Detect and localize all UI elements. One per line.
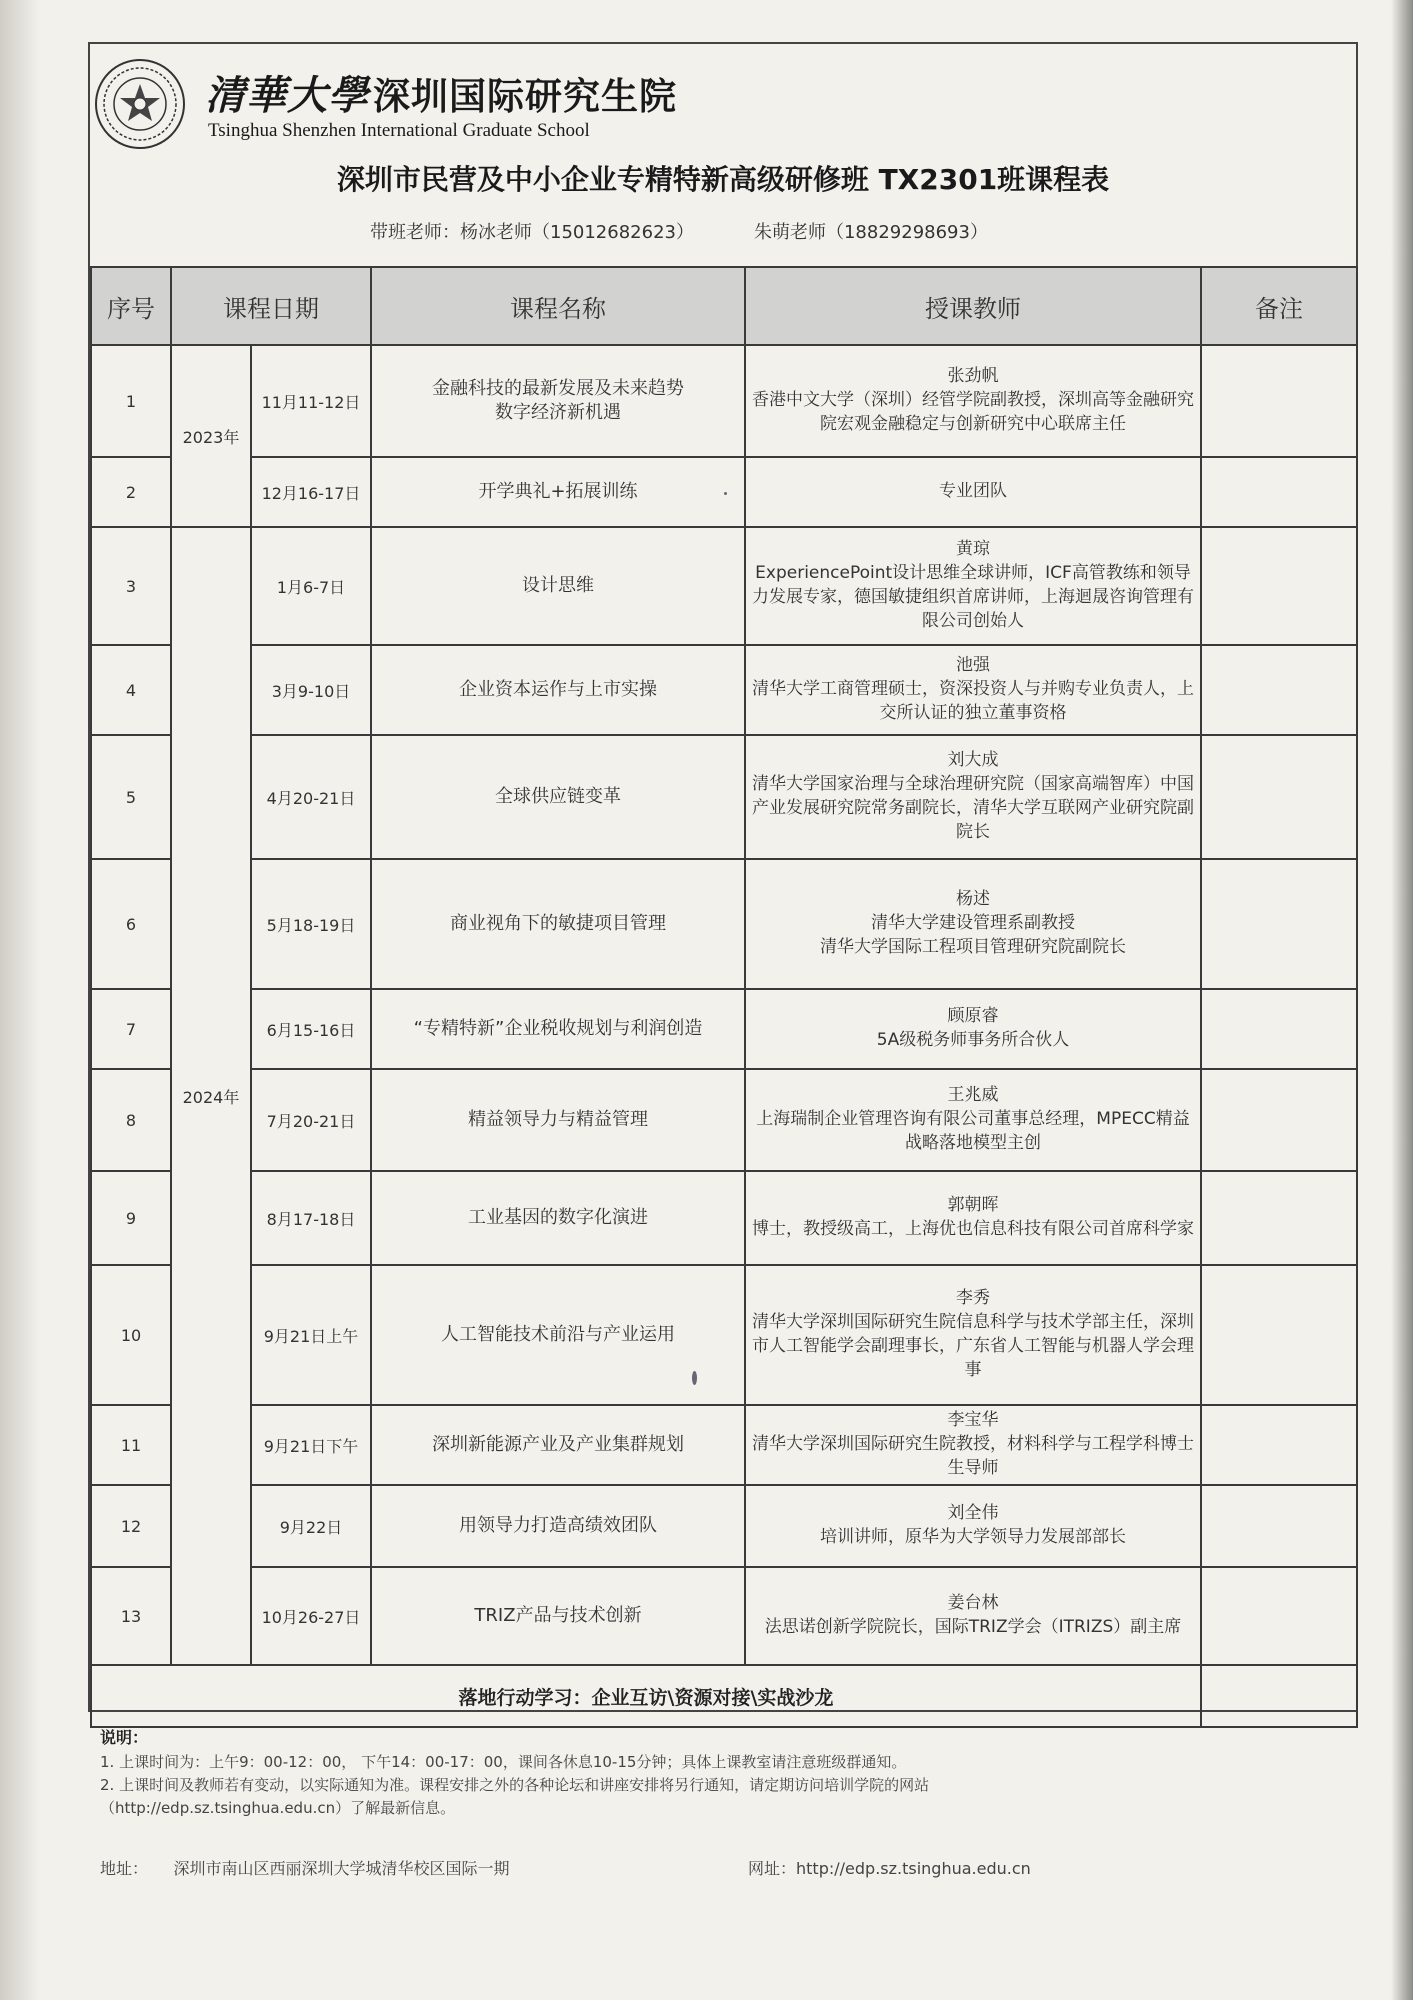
course-schedule-table — [90, 266, 1358, 1728]
row-teacher — [745, 735, 1201, 859]
row-seq: 5 — [91, 735, 171, 859]
scan-speck — [724, 492, 727, 495]
row-seq: 1 — [91, 345, 171, 457]
row-date: 8月17-18日 — [251, 1171, 371, 1265]
row-date: 9月22日 — [251, 1485, 371, 1567]
teacher-description: 5A级税务师事务所合伙人 — [876, 1030, 1070, 1050]
teacher-name: 姜台林 — [947, 1593, 999, 1614]
teacher-description: 清华大学国家治理与全球治理研究院（国家高端智库）中国产业发展研究院常务副院长，清华大学互联网产业研究院副院长 — [752, 774, 1194, 842]
teacher-description: 清华大学建设管理系副教授 清华大学国际工程项目管理研究院副院长 — [820, 913, 1126, 957]
row-seq: 9 — [91, 1171, 171, 1265]
row-teacher — [745, 1171, 1201, 1265]
row-course: 用领导力打造高绩效团队 — [371, 1485, 745, 1567]
teacher-name: 顾原睿 — [947, 1006, 999, 1027]
teacher-description: 清华大学工商管理硕士，资深投资人与并购专业负责人，上交所认证的独立董事资格 — [752, 679, 1194, 723]
teacher-description: 专业团队 — [939, 481, 1007, 502]
table-row — [91, 1171, 1357, 1265]
teacher-name: 郭朝晖 — [947, 1195, 999, 1216]
row-teacher — [745, 457, 1201, 527]
table-row — [91, 1405, 1357, 1485]
row-date: 7月20-21日 — [251, 1069, 371, 1171]
address-value: 深圳市南山区西丽深圳大学城清华校区国际一期 — [173, 1859, 510, 1878]
row-seq: 10 — [91, 1265, 171, 1405]
row-seq: 7 — [91, 989, 171, 1069]
table-row — [91, 735, 1357, 859]
row-course: “专精特新”企业税收规划与利润创造 — [371, 989, 745, 1069]
table-row — [91, 1265, 1357, 1405]
row-seq: 2 — [91, 457, 171, 527]
teacher-name: 黄琼 — [956, 539, 990, 560]
row-course: 人工智能技术前沿与产业运用 — [371, 1265, 745, 1405]
teacher-description: 培训讲师，原华为大学领导力发展部部长 — [820, 1527, 1126, 1547]
notes-line-3: （http://edp.sz.tsinghua.edu.cn）了解最新信息。 — [100, 1799, 456, 1818]
row-course: 全球供应链变革 — [371, 735, 745, 859]
row-course: 设计思维 — [371, 527, 745, 645]
row-teacher — [745, 989, 1201, 1069]
teacher-description: 清华大学深圳国际研究生院信息科学与技术学部主任，深圳市人工智能学会副理事长，广东省人工智能与机器人学会理事 — [752, 1312, 1194, 1380]
table-row — [91, 1485, 1357, 1567]
row-teacher — [745, 859, 1201, 989]
teacher-name: 王兆威 — [947, 1085, 999, 1106]
row-teacher — [745, 645, 1201, 735]
teacher-name: 张劲帆 — [947, 366, 999, 387]
row-seq: 11 — [91, 1405, 171, 1485]
header-note: 备注 — [1201, 267, 1357, 345]
row-date: 1月6-7日 — [251, 527, 371, 645]
school-name-cn — [205, 64, 677, 121]
row-note — [1201, 527, 1357, 645]
table-row — [91, 989, 1357, 1069]
address — [100, 1856, 509, 1879]
class-teacher-1: 带班老师：杨冰老师（15012682623） — [370, 222, 694, 243]
row-teacher — [745, 1567, 1201, 1665]
row-seq: 4 — [91, 645, 171, 735]
teacher-name: 刘全伟 — [947, 1503, 999, 1524]
row-note — [1201, 1265, 1357, 1405]
teacher-description: 清华大学深圳国际研究生院教授，材料科学与工程学科博士生导师 — [752, 1434, 1194, 1478]
row-note — [1201, 345, 1357, 457]
scan-right-shadow — [1391, 0, 1413, 2000]
school-name-suffix: 深圳国际研究生院 — [373, 75, 677, 118]
row-course: 深圳新能源产业及产业集群规划 — [371, 1405, 745, 1485]
row-teacher — [745, 1069, 1201, 1171]
row-note — [1201, 1405, 1357, 1485]
row-note — [1201, 859, 1357, 989]
row-teacher — [745, 345, 1201, 457]
header-seq: 序号 — [91, 267, 171, 345]
row-teacher — [745, 527, 1201, 645]
row-date: 12月16-17日 — [251, 457, 371, 527]
table-row — [91, 345, 1357, 457]
notes-heading: 说明： — [100, 1728, 149, 1747]
scan-speck — [692, 1371, 697, 1385]
table-row — [91, 527, 1357, 645]
row-date: 3月9-10日 — [251, 645, 371, 735]
website — [748, 1856, 1031, 1879]
row-note — [1201, 1069, 1357, 1171]
row-date: 10月26-27日 — [251, 1567, 371, 1665]
header-date: 课程日期 — [171, 267, 371, 345]
row-teacher — [745, 1265, 1201, 1405]
notes-line-1: 1. 上课时间为：上午9：00-12：00， 下午14：00-17：00，课间各休息10-15分钟；具体上课教室请注意班级群通知。 — [100, 1752, 907, 1771]
table-row — [91, 859, 1357, 989]
school-name-en: Tsinghua Shenzhen International Graduate School — [208, 120, 590, 141]
row-date: 6月15-16日 — [251, 989, 371, 1069]
table-row — [91, 645, 1357, 735]
row-course: 工业基因的数字化演进 — [371, 1171, 745, 1265]
teacher-description: 上海瑞制企业管理咨询有限公司董事总经理，MPECC精益战略落地模型主创 — [756, 1109, 1190, 1153]
table-row — [91, 1069, 1357, 1171]
address-label: 地址： — [100, 1859, 149, 1878]
footer-note — [1201, 1665, 1357, 1727]
row-course: 开学典礼+拓展训练 — [371, 457, 745, 527]
action-learning-footer: 落地行动学习：企业互访\资源对接\实战沙龙 — [91, 1665, 1201, 1727]
row-year: 2024年 — [171, 527, 251, 1665]
row-date: 5月18-19日 — [251, 859, 371, 989]
table-header-row — [91, 267, 1357, 345]
row-course: TRIZ产品与技术创新 — [371, 1567, 745, 1665]
teacher-name: 杨述 — [956, 889, 990, 910]
row-seq: 3 — [91, 527, 171, 645]
row-date: 9月21日下午 — [251, 1405, 371, 1485]
header-teacher: 授课教师 — [745, 267, 1201, 345]
notes-line-2: 2. 上课时间及教师若有变动，以实际通知为准。课程安排之外的各种论坛和讲座安排将另行通知，请定期访问培训学院的网站 — [100, 1776, 930, 1795]
table-row — [91, 1567, 1357, 1665]
teacher-name: 池强 — [956, 655, 990, 676]
row-course: 商业视角下的敏捷项目管理 — [371, 859, 745, 989]
teacher-description: 博士，教授级高工，上海优也信息科技有限公司首席科学家 — [752, 1219, 1194, 1239]
row-note — [1201, 1485, 1357, 1567]
teacher-name: 李宝华 — [947, 1410, 999, 1431]
row-note — [1201, 1171, 1357, 1265]
website-url: http://edp.sz.tsinghua.edu.cn — [796, 1859, 1031, 1878]
row-note — [1201, 735, 1357, 859]
row-note — [1201, 457, 1357, 527]
tsinghua-seal-logo — [92, 56, 188, 152]
row-date: 9月21日上午 — [251, 1265, 371, 1405]
row-note — [1201, 1567, 1357, 1665]
website-label: 网址： — [748, 1859, 797, 1878]
teacher-name: 刘大成 — [947, 750, 999, 771]
teacher-name: 李秀 — [956, 1288, 990, 1309]
document-title: 深圳市民营及中小企业专精特新高级研修班 TX2301班课程表 — [336, 163, 1110, 196]
row-date: 11月11-12日 — [251, 345, 371, 457]
notes-section — [100, 1726, 1350, 1821]
row-seq: 6 — [91, 859, 171, 989]
row-seq: 12 — [91, 1485, 171, 1567]
header-course: 课程名称 — [371, 267, 745, 345]
row-seq: 13 — [91, 1567, 171, 1665]
row-year: 2023年 — [171, 345, 251, 527]
scan-left-shadow — [0, 0, 40, 2000]
teacher-description: 法思诺创新学院院长，国际TRIZ学会（ITRIZS）副主席 — [764, 1617, 1182, 1637]
row-teacher — [745, 1485, 1201, 1567]
school-name-calligraphy: 清華大學 — [205, 72, 369, 119]
teacher-description: ExperiencePoint设计思维全球讲师，ICF高管教练和领导力发展专家，德国敏捷组织首席讲师，上海迴晟咨询管理有限公司创始人 — [752, 563, 1194, 631]
row-course: 金融科技的最新发展及未来趋势 数字经济新机遇 — [371, 345, 745, 457]
row-course: 精益领导力与精益管理 — [371, 1069, 745, 1171]
row-note — [1201, 645, 1357, 735]
teacher-description: 香港中文大学（深圳）经管学院副教授，深圳高等金融研究院宏观金融稳定与创新研究中心联席主任 — [752, 390, 1194, 434]
row-date: 4月20-21日 — [251, 735, 371, 859]
table-footer-row — [91, 1665, 1357, 1727]
row-note — [1201, 989, 1357, 1069]
row-seq: 8 — [91, 1069, 171, 1171]
row-course: 企业资本运作与上市实操 — [371, 645, 745, 735]
class-teacher-2: 朱萌老师（18829298693） — [753, 222, 988, 243]
class-teachers — [370, 218, 998, 244]
row-teacher — [745, 1405, 1201, 1485]
